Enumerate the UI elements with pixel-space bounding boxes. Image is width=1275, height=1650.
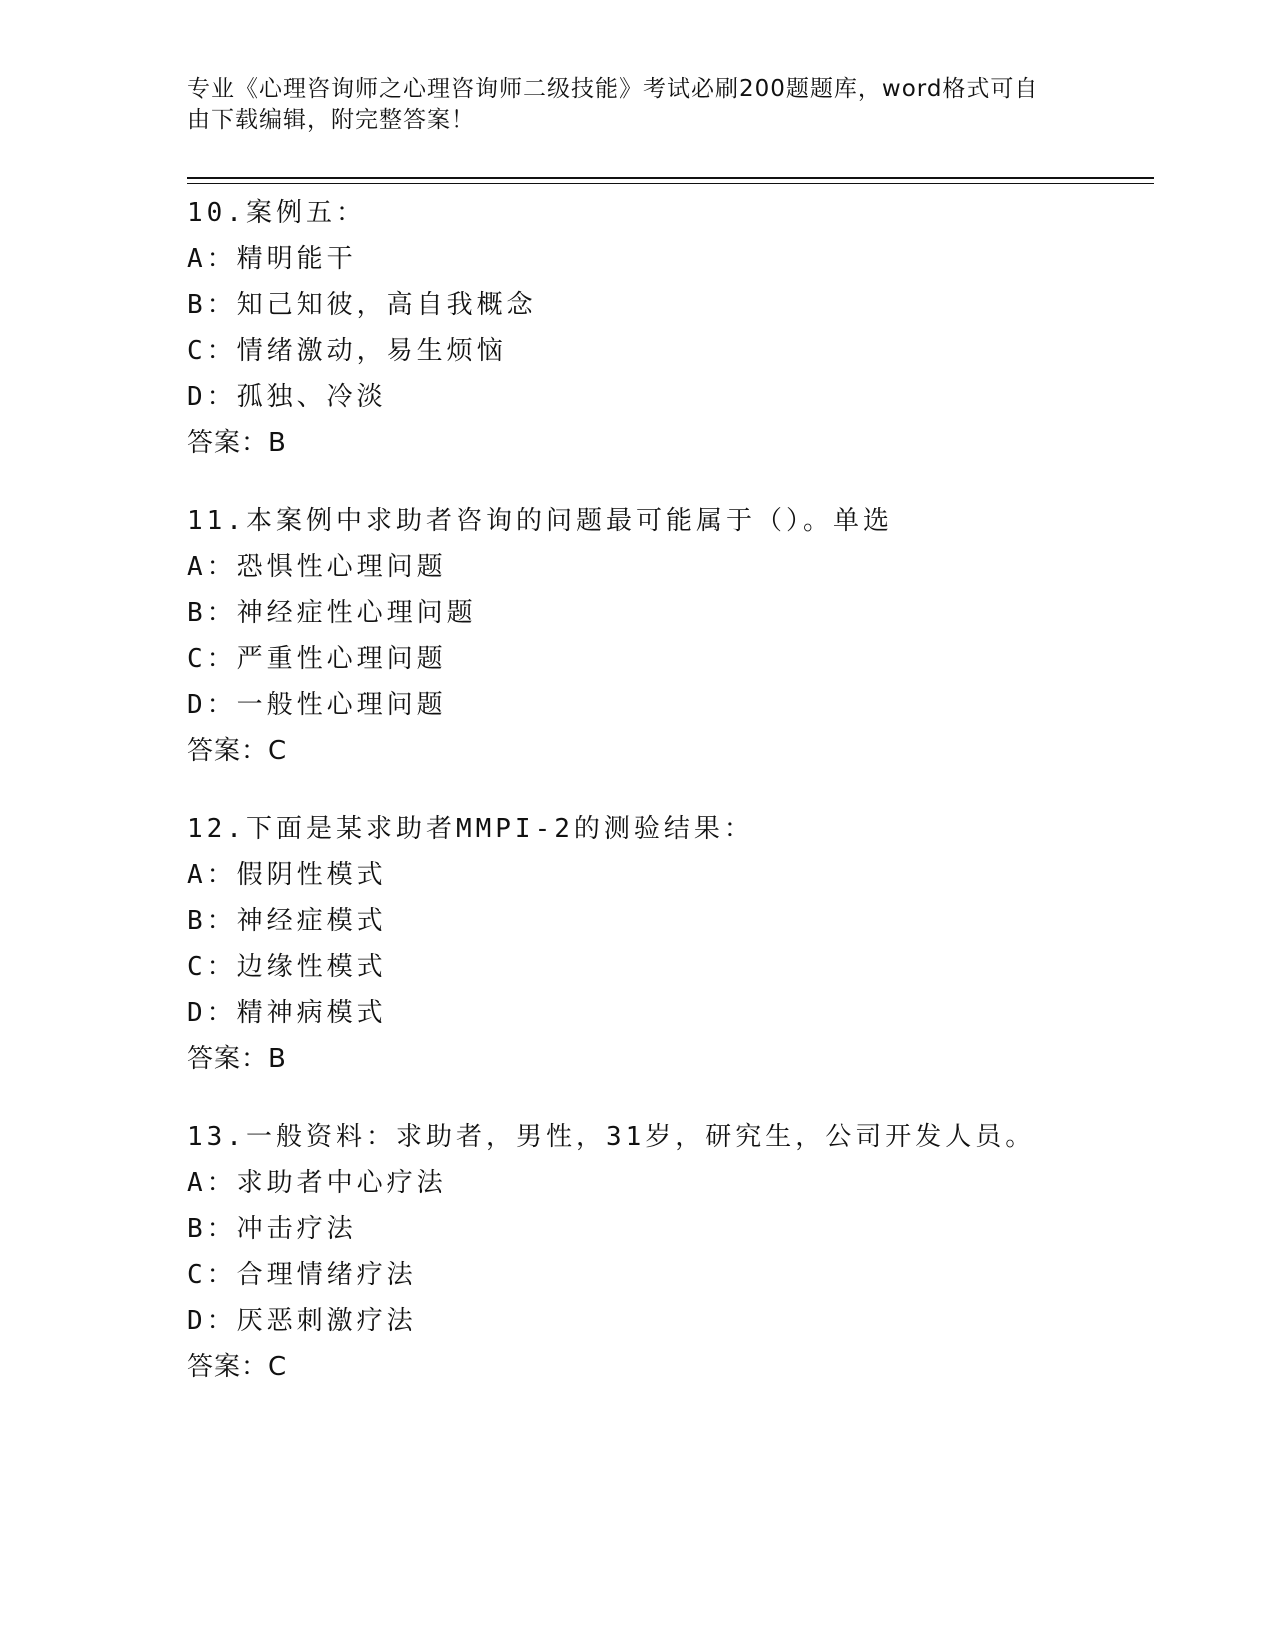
option-c: C：情绪激动，易生烦恼	[187, 336, 507, 366]
document-header	[187, 74, 1087, 136]
option-d: D：厌恶刺激疗法	[187, 1306, 417, 1336]
question-block	[187, 498, 1147, 774]
question-stem: 11.本案例中求助者咨询的问题最可能属于（）。单选	[187, 506, 893, 536]
answer-text: 答案：B	[187, 1044, 287, 1074]
header-divider-thick	[187, 177, 1154, 179]
option-c: C：边缘性模式	[187, 952, 387, 982]
header-divider-thin	[187, 183, 1154, 184]
question-list	[187, 190, 1147, 1422]
option-a: A：假阴性模式	[187, 860, 387, 890]
header-line-1: 专业《心理咨询师之心理咨询师二级技能》考试必刷200题题库，word格式可自	[187, 76, 1039, 102]
option-a: A：精明能干	[187, 244, 357, 274]
option-a: A：恐惧性心理问题	[187, 552, 447, 582]
answer-text: 答案：B	[187, 428, 287, 458]
question-block	[187, 190, 1147, 466]
option-b: B：神经症性心理问题	[187, 598, 477, 628]
answer-text: 答案：C	[187, 736, 288, 766]
option-c: C：合理情绪疗法	[187, 1260, 417, 1290]
question-block	[187, 1114, 1147, 1390]
option-c: C：严重性心理问题	[187, 644, 447, 674]
question-stem: 10.案例五：	[187, 198, 366, 228]
question-block	[187, 806, 1147, 1082]
option-d: D：一般性心理问题	[187, 690, 447, 720]
option-b: B：知己知彼，高自我概念	[187, 290, 537, 320]
option-a: A：求助者中心疗法	[187, 1168, 447, 1198]
option-b: B：神经症模式	[187, 906, 387, 936]
option-d: D：孤独、冷淡	[187, 382, 387, 412]
question-stem: 13.一般资料：求助者，男性，31岁，研究生，公司开发人员。	[187, 1122, 1036, 1152]
answer-text: 答案：C	[187, 1352, 288, 1382]
header-line-2: 由下载编辑，附完整答案！	[187, 107, 475, 133]
option-d: D：精神病模式	[187, 998, 387, 1028]
option-b: B：冲击疗法	[187, 1214, 357, 1244]
question-stem: 12.下面是某求助者MMPI-2的测验结果：	[187, 814, 754, 844]
